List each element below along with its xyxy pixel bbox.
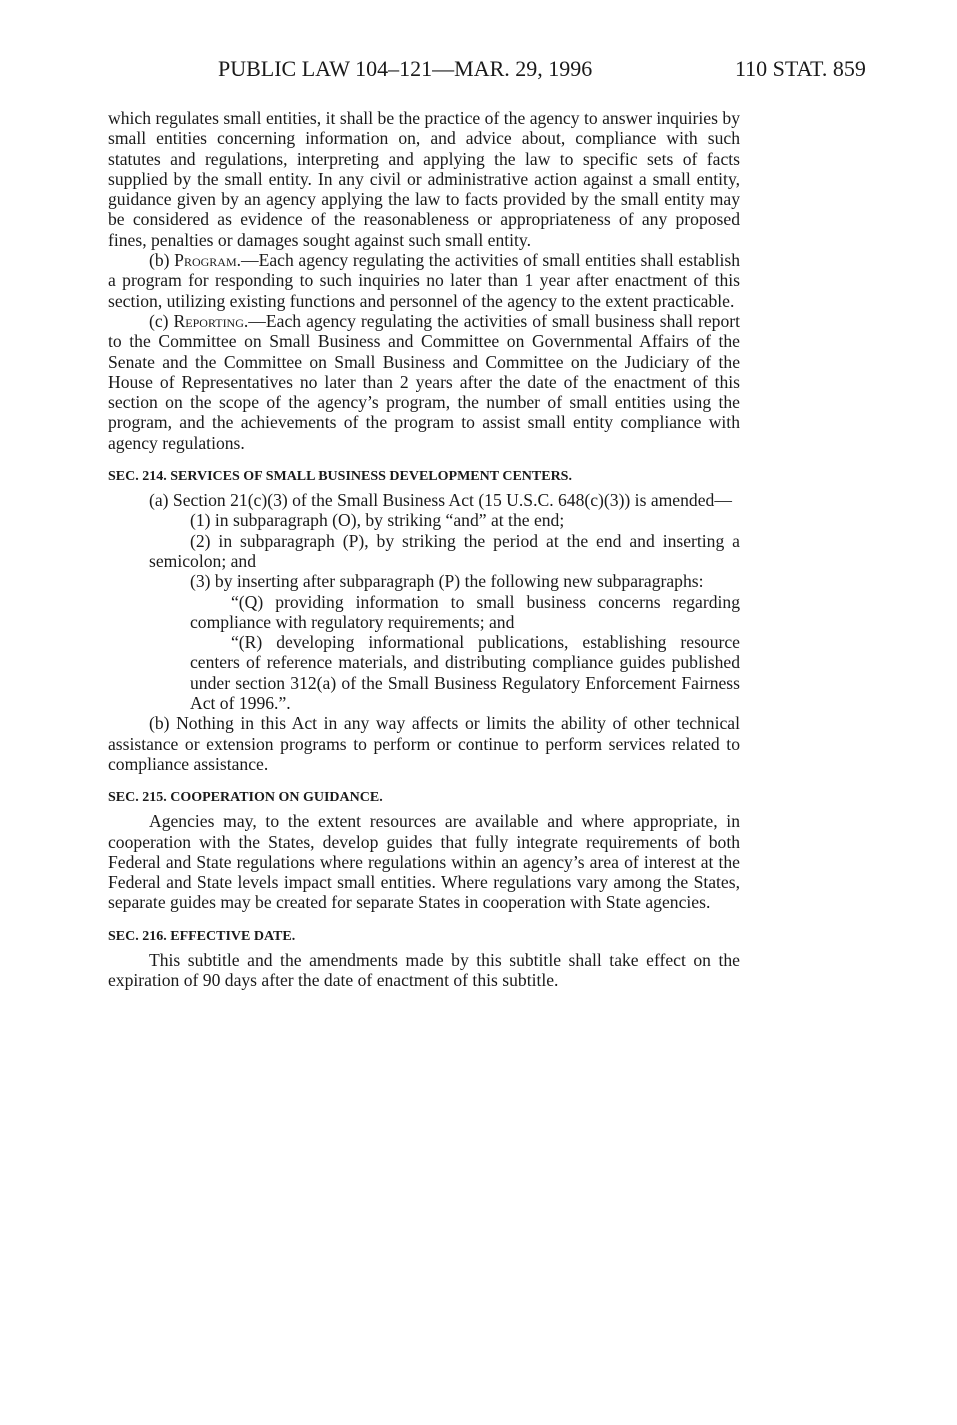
paragraph-heading: Program. xyxy=(174,250,242,271)
paragraph-text: —Each agency regulating the activities of small business shall report to the Committee on Small Business and Committee on Governmental Affairs of the Senate and the Committee on Small Business and Committee on the Judiciary of the House of Representatives no later than 2 years after the date of the enactment of this section on the scope of the agency’s program, the number of small entities using the program, and the achievements of the program to assist small entity compliance with agency regulations. xyxy=(108,310,740,453)
header-title: PUBLIC LAW 104–121—MAR. 29, 1996 xyxy=(218,56,593,81)
paragraph-heading: Reporting. xyxy=(173,310,249,331)
sec214-a: (a) Section 21(c)(3) of the Small Business Act (15 U.S.C. 648(c)(3)) is amended— xyxy=(149,490,732,511)
sec214-quoted-r: “(R) developing informational publications, establishing resource centers of reference materials, and distributing compliance guides published under section 312(a) of the Small Business Regulatory Enforcement Fairness Act of 1996.”. xyxy=(190,632,740,714)
paragraph-label: (b) xyxy=(149,250,175,271)
section-heading-216: SEC. 216. EFFECTIVE DATE. xyxy=(108,928,296,944)
sec214-item-2: (2) in subparagraph (P), by striking the period at the end and inserting a semicolon; and xyxy=(149,530,740,571)
running-header xyxy=(0,56,957,86)
sec214-b: (b) Nothing in this Act in any way affects or limits the ability of other technical assistance or extension programs to perform or continue to perform services related to compliance assistance. xyxy=(108,713,740,774)
sec214-item-1: (1) in subparagraph (O), by striking “and” at the end; xyxy=(190,510,565,531)
header-stat-page: 110 STAT. 859 xyxy=(735,56,866,81)
sec214-item-3: (3) by inserting after subparagraph (P) the following new subparagraphs: xyxy=(190,571,704,592)
section-heading-214: SEC. 214. SERVICES OF SMALL BUSINESS DEVELOPMENT CENTERS. xyxy=(108,469,572,485)
paragraph-text: —Each agency regulating the activities of small entities shall establish a program for responding to such inquiries no later than 1 year after enactment of this section, utilizing existing functions and personnel of the agency to the extent practicable. xyxy=(108,250,740,311)
sec215-text: Agencies may, to the extent resources are available and where appropriate, in cooperation with the States, develop guides that fully integrate requirements of both Federal and State regulations where regulations within an agency’s area of interest at the Federal and State levels impact small entities. Where regulations vary among the States, separate guides may be created for separate States in cooperation with State agencies. xyxy=(108,811,740,913)
section-heading-215: SEC. 215. COOPERATION ON GUIDANCE. xyxy=(108,790,383,806)
paragraph-continued: which regulates small entities, it shall be the practice of the agency to answer inquiries by small entities concerning information on, and advice about, compliance with such statutes and regulations, interpreting and applying the law to specific sets of facts supplied by the small entity. In any civil or administrative action against a small entity, guidance given by an agency applying the law to facts provided by the small entity may be considered as evidence of the reasonableness or appropriateness of any proposed fines, penalties or damages sought against such small entity. xyxy=(108,108,740,250)
sec216-text: This subtitle and the amendments made by this subtitle shall take effect on the expiration of 90 days after the date of enactment of this subtitle. xyxy=(108,949,740,990)
paragraph-program xyxy=(108,250,740,311)
paragraph-reporting xyxy=(108,311,740,453)
body-text xyxy=(108,108,740,990)
sec214-quoted-q: “(Q) providing information to small business concerns regarding compliance with regulatory requirements; and xyxy=(190,591,740,632)
paragraph-label: (c) xyxy=(149,310,174,331)
